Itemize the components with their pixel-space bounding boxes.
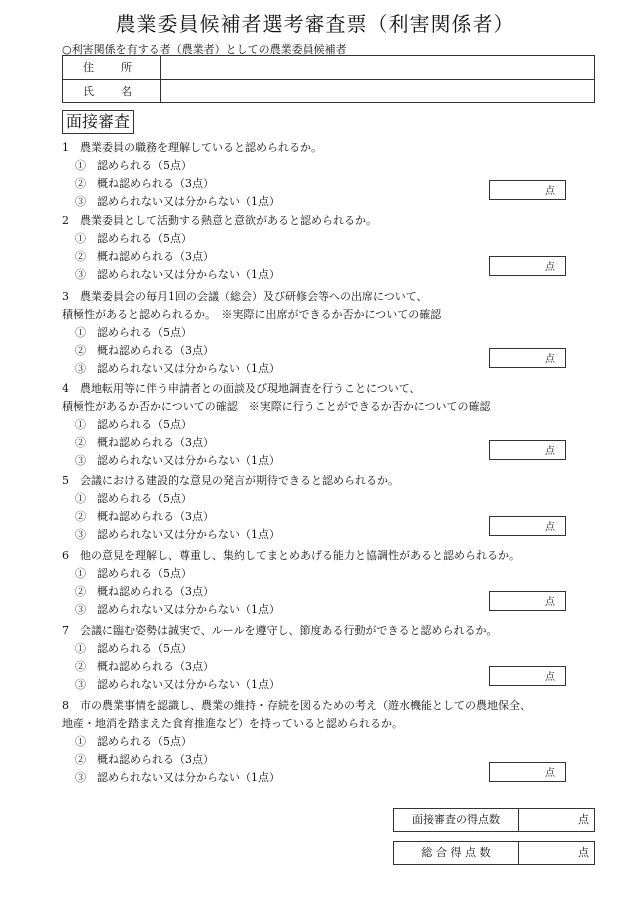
score-box-7[interactable]: 点 [489, 666, 566, 686]
option-3: ③ 認められない又は分からない（1点） [75, 528, 280, 541]
option-3: ③ 認められない又は分からない（1点） [75, 195, 280, 208]
option-2: ② 概ね認められる（3点） [75, 250, 214, 263]
score-box-3[interactable]: 点 [489, 348, 566, 368]
question-1 [62, 139, 602, 211]
option-3: ③ 認められない又は分からない（1点） [75, 454, 280, 467]
option-2: ② 概ね認められる（3点） [75, 510, 214, 523]
subtitle: ○利害関係を有する者（農業者）としての農業委員候補者 [62, 43, 347, 56]
overall-total-row [393, 841, 595, 865]
option-2: ② 概ね認められる（3点） [75, 585, 214, 598]
option-2: ② 概ね認められる（3点） [75, 344, 214, 357]
option-2: ② 概ね認められる（3点） [75, 660, 214, 673]
name-field[interactable] [161, 80, 594, 103]
interview-total-field[interactable]: 点 [578, 813, 589, 826]
interview-total-row [393, 808, 595, 832]
question-text: 5 会議における建設的な意見の発言が期待できると認められるか。 [62, 474, 399, 487]
option-1: ① 認められる（5点） [75, 492, 192, 505]
section-title: 面接審査 [62, 110, 134, 134]
page-title: 農業委員候補者選考審査票（利害関係者） [115, 12, 515, 36]
question-text-cont: 積極性があるか否かについての確認 ※実際に行うことができるか否かについての確認 [62, 400, 491, 413]
address-field[interactable] [161, 56, 594, 79]
option-3: ③ 認められない又は分からない（1点） [75, 771, 280, 784]
score-box-1[interactable]: 点 [489, 180, 566, 200]
overall-total-label: 総 合 得 点 数 [394, 842, 519, 864]
option-2: ② 概ね認められる（3点） [75, 177, 214, 190]
question-text: 8 市の農業事情を認識し、農業の維持・存続を図るための考え（遊水機能としての農地保全、 [62, 699, 531, 712]
question-text: 2 農業委員として活動する熱意と意欲があると認められるか。 [62, 214, 377, 227]
option-3: ③ 認められない又は分からない（1点） [75, 603, 280, 616]
name-label: 氏 名 [63, 80, 161, 103]
interview-total-label: 面接審査の得点数 [394, 809, 519, 831]
question-text-cont: 積極性があると認められるか。 ※実際に出席ができるか否かについての確認 [62, 308, 442, 321]
option-3: ③ 認められない又は分からない（1点） [75, 678, 280, 691]
score-box-8[interactable]: 点 [489, 762, 566, 782]
option-2: ② 概ね認められる（3点） [75, 436, 214, 449]
question-text: 6 他の意見を理解し、尊重し、集約してまとめあげる能力と協調性があると認められるか。 [62, 549, 520, 562]
question-text: 1 農業委員の職務を理解していると認められるか。 [62, 141, 322, 154]
option-1: ① 認められる（5点） [75, 735, 192, 748]
option-1: ① 認められる（5点） [75, 418, 192, 431]
score-box-5[interactable]: 点 [489, 516, 566, 536]
option-3: ③ 認められない又は分からない（1点） [75, 362, 280, 375]
option-1: ① 認められる（5点） [75, 159, 192, 172]
option-1: ① 認められる（5点） [75, 642, 192, 655]
question-text: 3 農業委員会の毎月1回の会議（総会）及び研修会等への出席について、 [62, 290, 428, 303]
question-text-cont: 地産・地消を踏まえた食育推進など）を持っていると認められるか。 [62, 717, 403, 730]
option-1: ① 認められる（5点） [75, 567, 192, 580]
candidate-info-table [62, 55, 595, 103]
score-box-6[interactable]: 点 [489, 591, 566, 611]
name-row [63, 79, 594, 103]
option-3: ③ 認められない又は分からない（1点） [75, 268, 280, 281]
question-text: 7 会議に臨む姿勢は誠実で、ルールを遵守し、節度ある行動ができると認められるか。 [62, 624, 498, 637]
score-box-4[interactable]: 点 [489, 440, 566, 460]
option-1: ① 認められる（5点） [75, 232, 192, 245]
address-row [63, 56, 594, 79]
option-1: ① 認められる（5点） [75, 326, 192, 339]
question-text: 4 農地転用等に伴う申請者との面談及び現地調査を行うことについて、 [62, 382, 421, 395]
score-box-2[interactable]: 点 [489, 256, 566, 276]
overall-total-field[interactable]: 点 [578, 846, 589, 859]
address-label: 住 所 [63, 56, 161, 79]
option-2: ② 概ね認められる（3点） [75, 753, 214, 766]
